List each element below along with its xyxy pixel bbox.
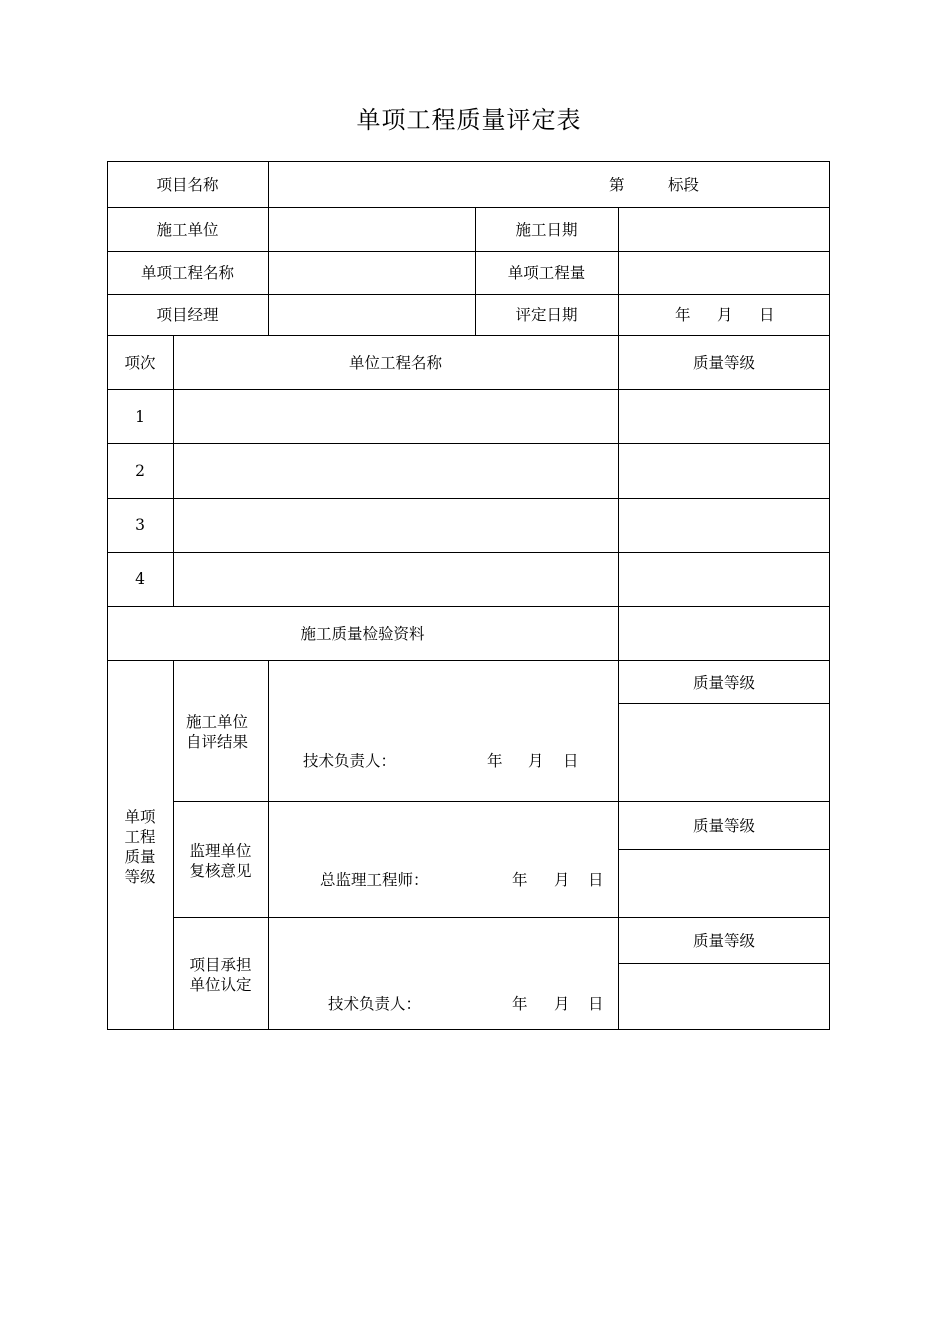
self-evaluation-label: 施工单位 自评结果	[185, 713, 248, 751]
single-project-quantity-label: 单项工程量	[507, 264, 586, 282]
quality-grade-label: 质量等级	[692, 932, 755, 950]
row-divider	[173, 801, 830, 802]
row-index: 2	[135, 462, 145, 480]
quality-grade-label: 质量等级	[692, 674, 755, 692]
page-title: 单项工程质量评定表	[356, 106, 582, 134]
construction-date-label: 施工日期	[515, 221, 578, 239]
section-di-label: 第	[609, 176, 625, 194]
date-day: 日	[588, 995, 604, 1013]
evaluation-form-table	[107, 161, 830, 1030]
signer-label: 总监理工程师：	[320, 871, 429, 889]
date-year: 年	[487, 752, 503, 770]
grading-section-label: 单项 工程 质量 等级	[124, 808, 156, 886]
date-day: 日	[759, 306, 775, 324]
row-divider	[618, 963, 830, 964]
construction-unit-label: 施工单位	[156, 221, 219, 239]
col-divider	[173, 335, 174, 606]
row-divider	[107, 606, 830, 607]
row-index: 4	[135, 570, 145, 588]
date-day: 日	[588, 871, 604, 889]
contractor-approval-label: 项目承担 单位认定	[189, 956, 252, 994]
row-divider	[107, 660, 830, 661]
col-quality-grade-header: 质量等级	[692, 354, 755, 372]
quality-grade-label: 质量等级	[692, 817, 755, 835]
date-year: 年	[512, 995, 528, 1013]
col-unit-name-header: 单位工程名称	[348, 354, 442, 372]
project-name-label: 项目名称	[156, 176, 219, 194]
date-month: 月	[554, 871, 570, 889]
section-biaoduan-label: 标段	[668, 176, 700, 194]
row-divider	[107, 552, 830, 553]
row-divider	[107, 207, 830, 208]
col-divider	[268, 660, 269, 1030]
row-index: 3	[135, 516, 145, 534]
date-year: 年	[675, 306, 691, 324]
date-year: 年	[512, 871, 528, 889]
row-divider	[173, 917, 830, 918]
signer-label: 技术负责人：	[328, 995, 422, 1013]
date-month: 月	[554, 995, 570, 1013]
project-manager-label: 项目经理	[156, 306, 219, 324]
col-divider	[268, 161, 269, 335]
signer-label: 技术负责人：	[303, 752, 397, 770]
row-divider	[107, 294, 830, 295]
row-divider	[107, 443, 830, 444]
date-month: 月	[717, 306, 733, 324]
row-divider	[107, 389, 830, 390]
inspection-data-label: 施工质量检验资料	[300, 625, 425, 643]
col-divider	[618, 207, 619, 1030]
row-divider	[107, 335, 830, 336]
single-project-name-label: 单项工程名称	[140, 264, 234, 282]
row-divider	[618, 849, 830, 850]
row-divider	[107, 498, 830, 499]
row-index: 1	[135, 408, 145, 426]
date-day: 日	[563, 752, 579, 770]
supervision-review-label: 监理单位 复核意见	[189, 842, 252, 880]
row-divider	[618, 703, 830, 704]
row-divider	[107, 251, 830, 252]
evaluation-date-label: 评定日期	[515, 306, 578, 324]
date-month: 月	[528, 752, 544, 770]
col-index-header: 项次	[124, 354, 156, 372]
